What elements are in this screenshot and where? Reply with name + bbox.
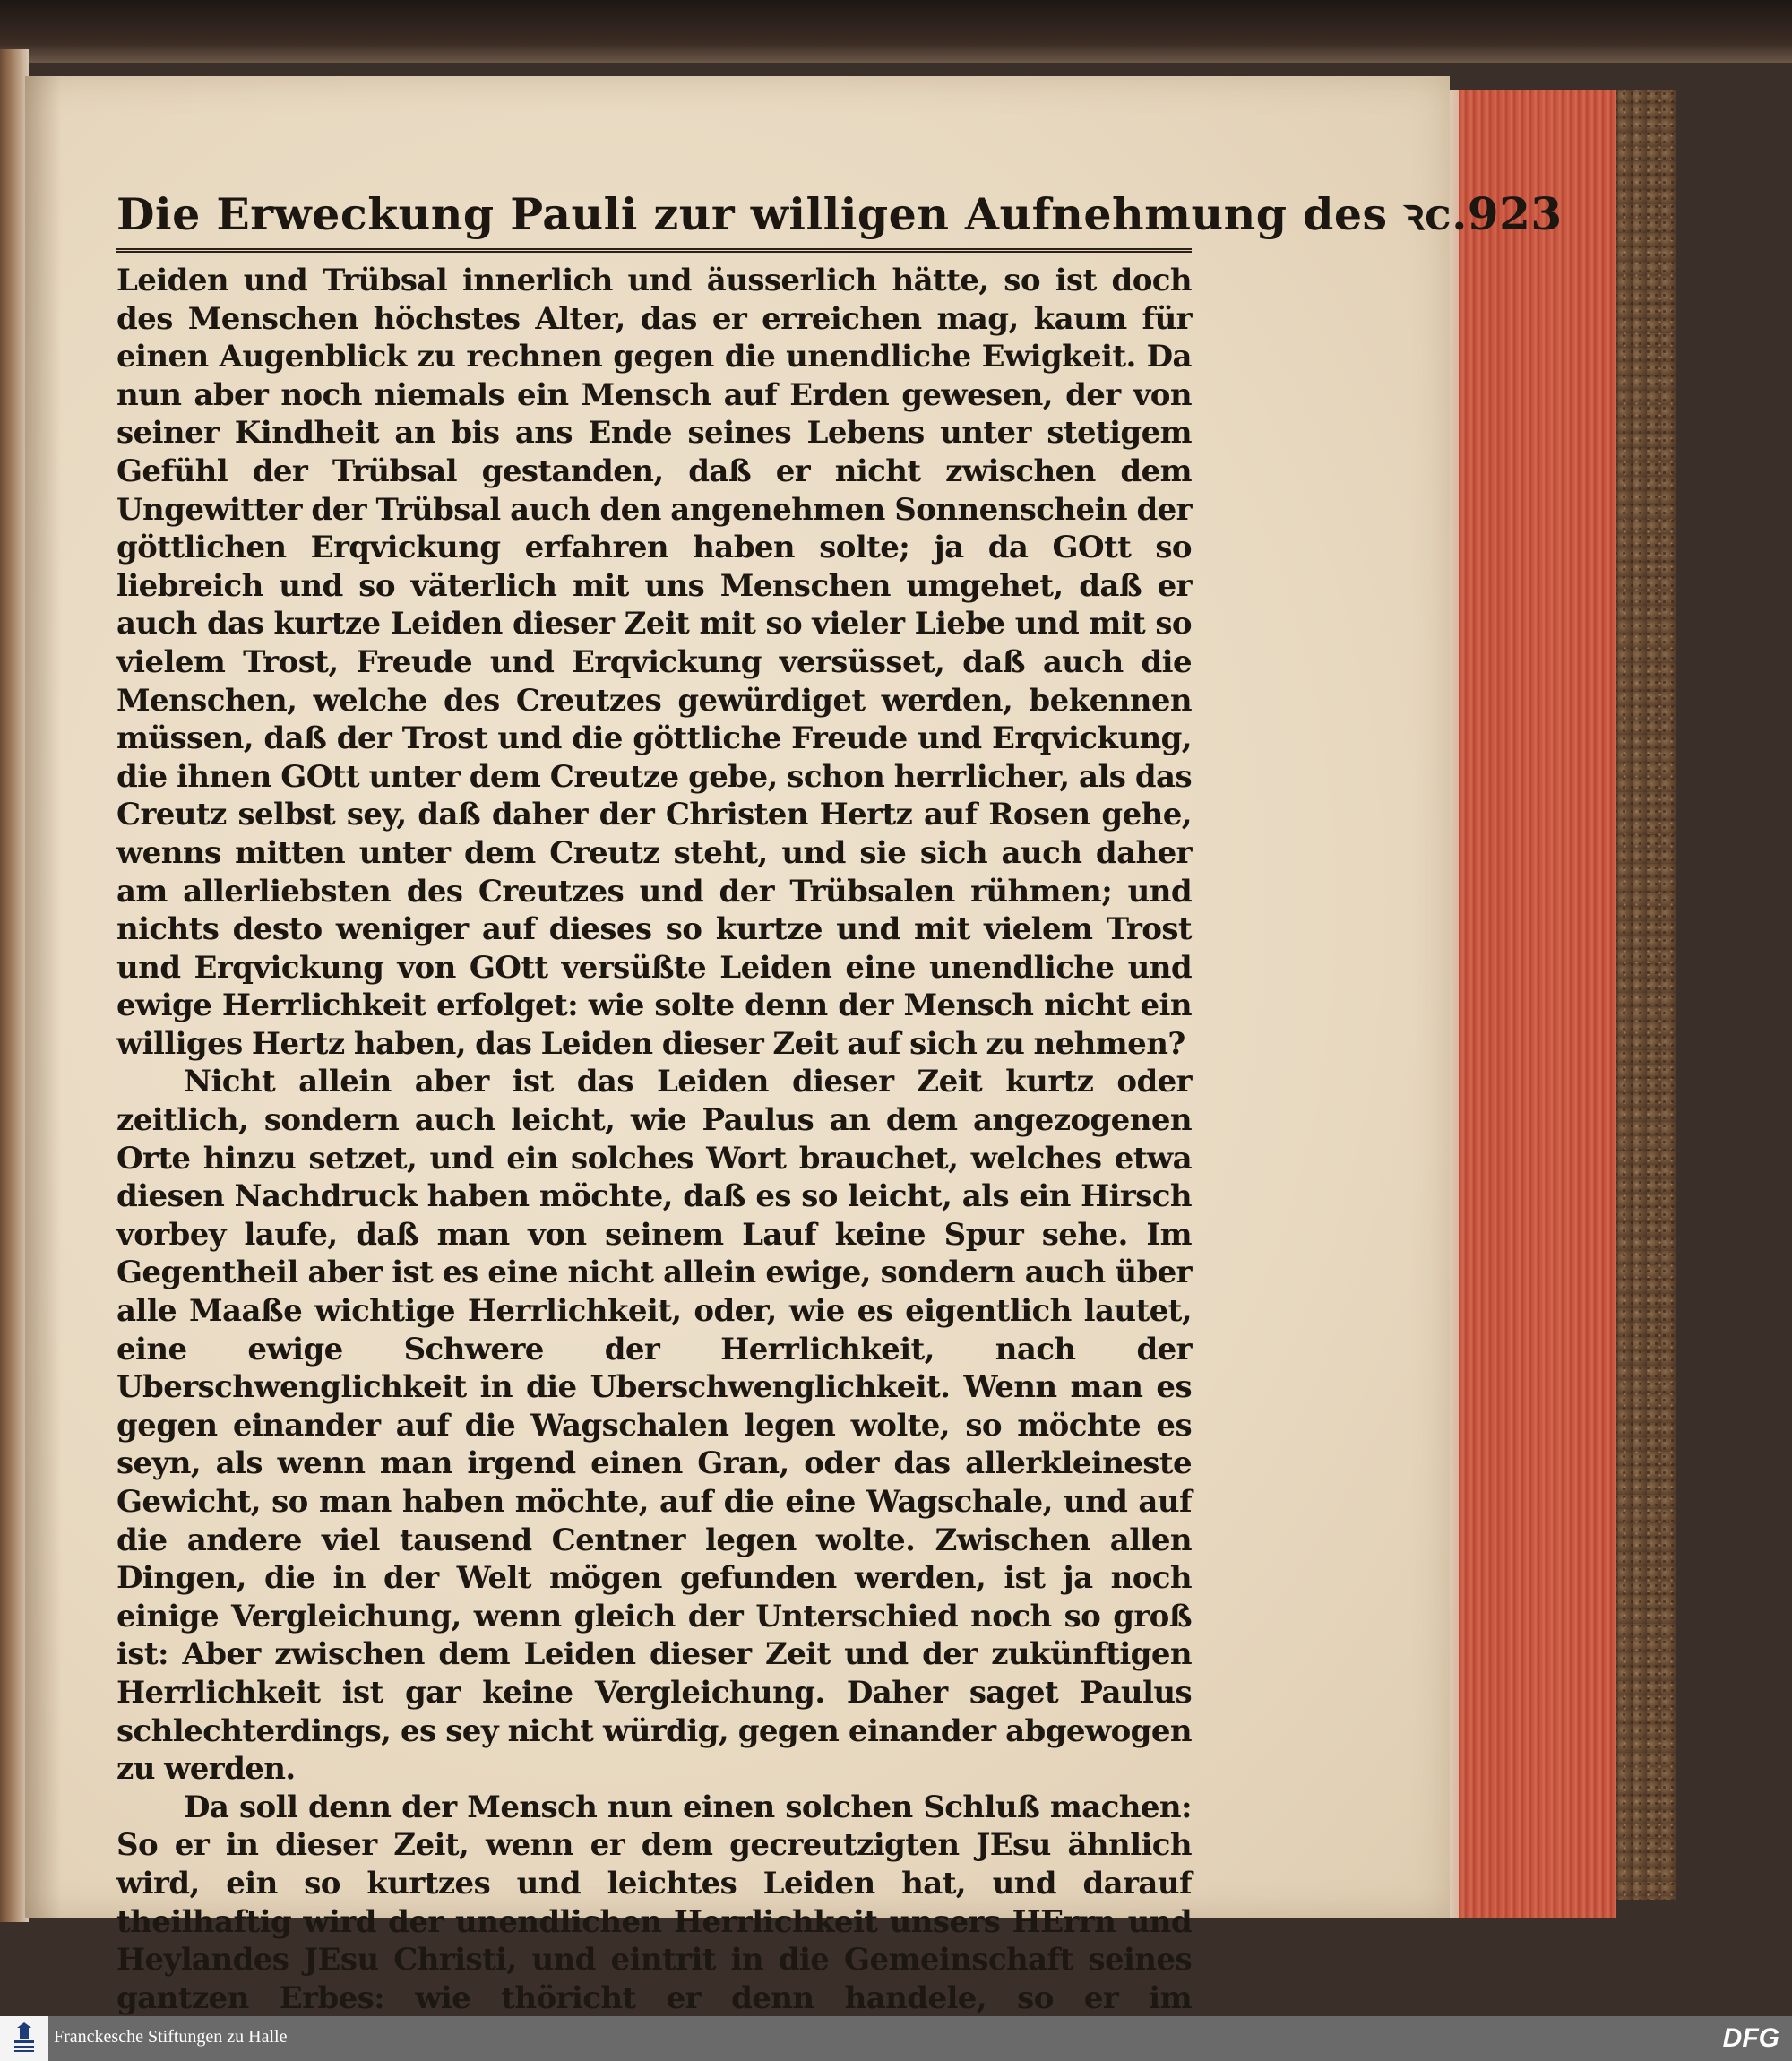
running-head bbox=[116, 184, 1563, 253]
page-number: 923 bbox=[1467, 187, 1563, 240]
institution-logo[interactable] bbox=[0, 2016, 48, 2061]
text-block bbox=[116, 184, 1563, 2016]
paragraph: Nicht allein aber ist das Leiden dieser Zeit kurtz oder zeitlich, sondern auch leicht, wie Paulus an dem angezogenen Orte hinzu setzet, und ein solches Wort brauchet, welches etwa diesen Nachdruck haben möchte, daß es so leicht, als ein Hirsch vorbey laufe, daß man von seinem Lauf keine Spur sehe. Im Gegentheil aber ist es eine nicht allein ewige, sondern auch über alle Maaße wichtige Herrlichkeit, oder, wie es eigentlich lautet, eine ewige Schwere der Herrlichkeit, nach der Uberschwenglichkeit in die Uberschwenglichkeit. Wenn man es gegen einander auf die Wagschalen legen wolte, so möchte es seyn, als wenn man irgend einen Gran, oder das allerkleineste Gewicht, so man haben möchte, auf die eine Wagschale, und auf die andere viel tausend Centner legen wolte. Zwischen allen Dingen, die in der Welt mögen gefunden werden, ist ja noch einige Vergleichung, wenn gleich der Unterschied noch so groß ist: Aber zwischen dem Leiden dieser Zeit und der zukünftigen Herrlichkeit ist gar keine Vergleichung. Daher saget Paulus schlechterdings, es sey nicht würdig, gegen einander abgewogen zu werden. bbox=[116, 1064, 1192, 1788]
paragraph: Da soll denn der Mensch nun einen solchen Schluß machen: So er in dieser Zeit, wenn er dem gecreutzigten JEsu ähnlich wird, ein so kurtzes und leichtes Leiden hat, und darauf theilhaftig wird der unendlichen Herrlichkeit unsers HErrn und Heylandes JEsu Christi, und eintrit in die Gemeinschaft seines gantzen Erbes: wie thöricht er denn handele, so er im bbox=[116, 1789, 1192, 2016]
running-head-title: Die Erweckung Pauli zur willigen Aufnehmung des ꝛc. bbox=[116, 188, 1468, 240]
paragraph: Leiden und Trübsal innerlich und äusserlich hätte, so ist doch des Menschen höchstes Alter, das er erreichen mag, kaum für einen Augenblick zu rechnen gegen die unendliche Ewigkeit. Da nun aber noch niemals ein Mensch auf Erden gewesen, der von seiner Kindheit an bis ans Ende seines Lebens unter stetigem Gefühl der Trübsal gestanden, daß er nicht zwischen dem Ungewitter der Trübsal auch den angenehmen Sonnenschein der göttlichen Erqvickung erfahren haben solte; ja da GOtt so liebreich und so väterlich mit uns Menschen umgehet, daß er auch das kurtze Leiden dieser Zeit mit so vieler Liebe und mit so vielem Trost, Freude und Erqvickung versüsset, daß auch die Menschen, welche des Creutzes gewürdiget werden, bekennen müssen, daß der Trost und die göttliche Freude und Erqvickung, die ihnen GOtt unter dem Creutze gebe, schon herrlicher, als das Creutz selbst sey, daß daher der Christen Hertz auf Rosen gehe, wenns mitten unter dem Creutz steht, und sie sich auch daher am allerliebsten des Creutzes und der Trübsalen rühmen; und nichts desto weniger auf dieses so kurtze und mit vielem Trost und Erqvickung von GOtt versüßte Leiden eine unendliche und ewige Herrlichkeit erfolget: wie solte denn der Mensch nicht ein williges Hertz haben, das Leiden dieser Zeit auf sich zu nehmen? bbox=[116, 263, 1192, 1062]
institution-name[interactable]: Franckesche Stiftungen zu Halle bbox=[54, 2027, 288, 2047]
book-top-edge bbox=[0, 0, 1792, 63]
dfg-logo[interactable]: DFG bbox=[1722, 2023, 1779, 2053]
page-gutter-shadow bbox=[25, 76, 61, 1918]
institution-logo-icon bbox=[11, 2022, 38, 2055]
